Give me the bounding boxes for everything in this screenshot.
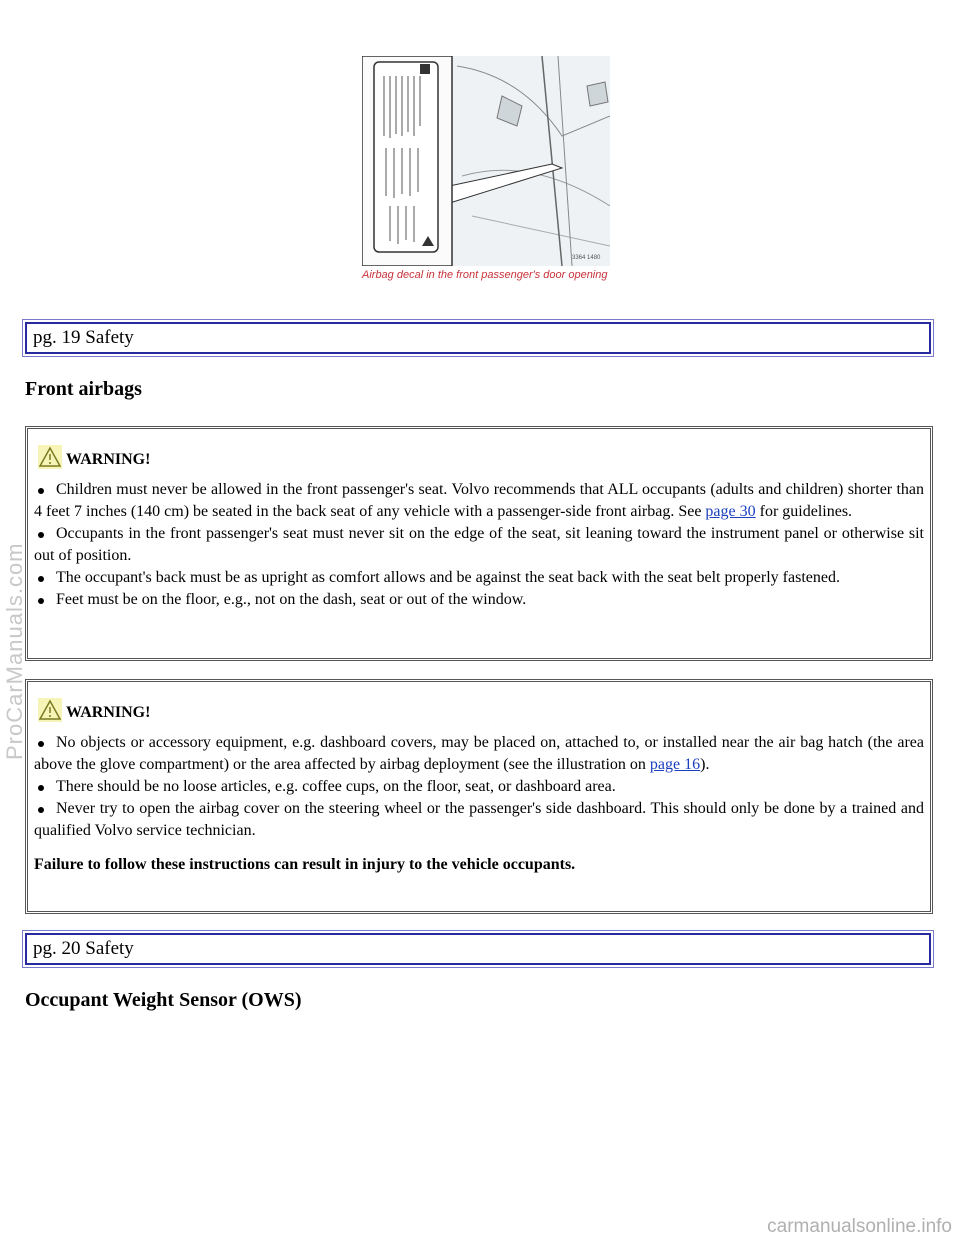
section-heading-ows: Occupant Weight Sensor (OWS)	[25, 989, 302, 1011]
section-heading-front-airbags: Front airbags	[25, 378, 142, 400]
watermark-procarmanuals: ProCarManuals.com	[2, 542, 27, 760]
list-item: The occupant's back must be as upright as comfort allows and be against the seat back with the seat belt properly fastened.	[34, 567, 924, 589]
warning-box-2	[25, 679, 933, 914]
decal-code: 3364 1480	[572, 255, 601, 261]
warning-list	[34, 732, 924, 842]
list-item: No objects or accessory equipment, e.g. dashboard covers, may be placed on, attached to, or installed near the air bag hatch (the area above the glove compartment) or the area affected by airbag deployment (see the illustration on page 16).	[34, 732, 924, 776]
watermark-carmanualsonline: carmanualsonline.info	[767, 1216, 952, 1237]
list-item: Children must never be allowed in the front passenger's seat. Volvo recommends that ALL occupants (adults and children) shorter than 4 feet 7 inches (140 cm) be seated in the back seat of any vehicle with a passenger-side front airbag. See page 30 for guidelines.	[34, 479, 924, 523]
warning-title	[38, 682, 924, 724]
figure-caption: Airbag decal in the front passenger's door opening	[362, 269, 608, 281]
list-item: Occupants in the front passenger's seat must never sit on the edge of the seat, sit leaning toward the instrument panel or otherwise sit out of position.	[34, 523, 924, 567]
warning-triangle-icon	[38, 445, 62, 469]
page-header-20: pg. 20 Safety	[25, 933, 931, 965]
warning-title-text: WARNING!	[66, 704, 151, 721]
page-header-19: pg. 19 Safety	[25, 322, 931, 354]
warning-title-text: WARNING!	[66, 451, 151, 468]
warning-box-1	[25, 426, 933, 661]
warning-title	[38, 429, 924, 471]
warning-triangle-icon	[38, 698, 62, 722]
warning-footer: Failure to follow these instructions can result in injury to the vehicle occupants.	[34, 856, 576, 873]
list-item: There should be no loose articles, e.g. coffee cups, on the floor, seat, or dashboard area.	[34, 776, 924, 798]
link-page-16[interactable]: page 16	[649, 756, 701, 773]
link-page-30[interactable]: page 30	[705, 503, 756, 520]
warning-list	[34, 479, 924, 611]
list-item: Feet must be on the floor, e.g., not on the dash, seat or out of the window.	[34, 589, 924, 611]
list-item: Never try to open the airbag cover on the steering wheel or the passenger's side dashboard. This should only be done by a trained and qualified Volvo service technician.	[34, 798, 924, 842]
